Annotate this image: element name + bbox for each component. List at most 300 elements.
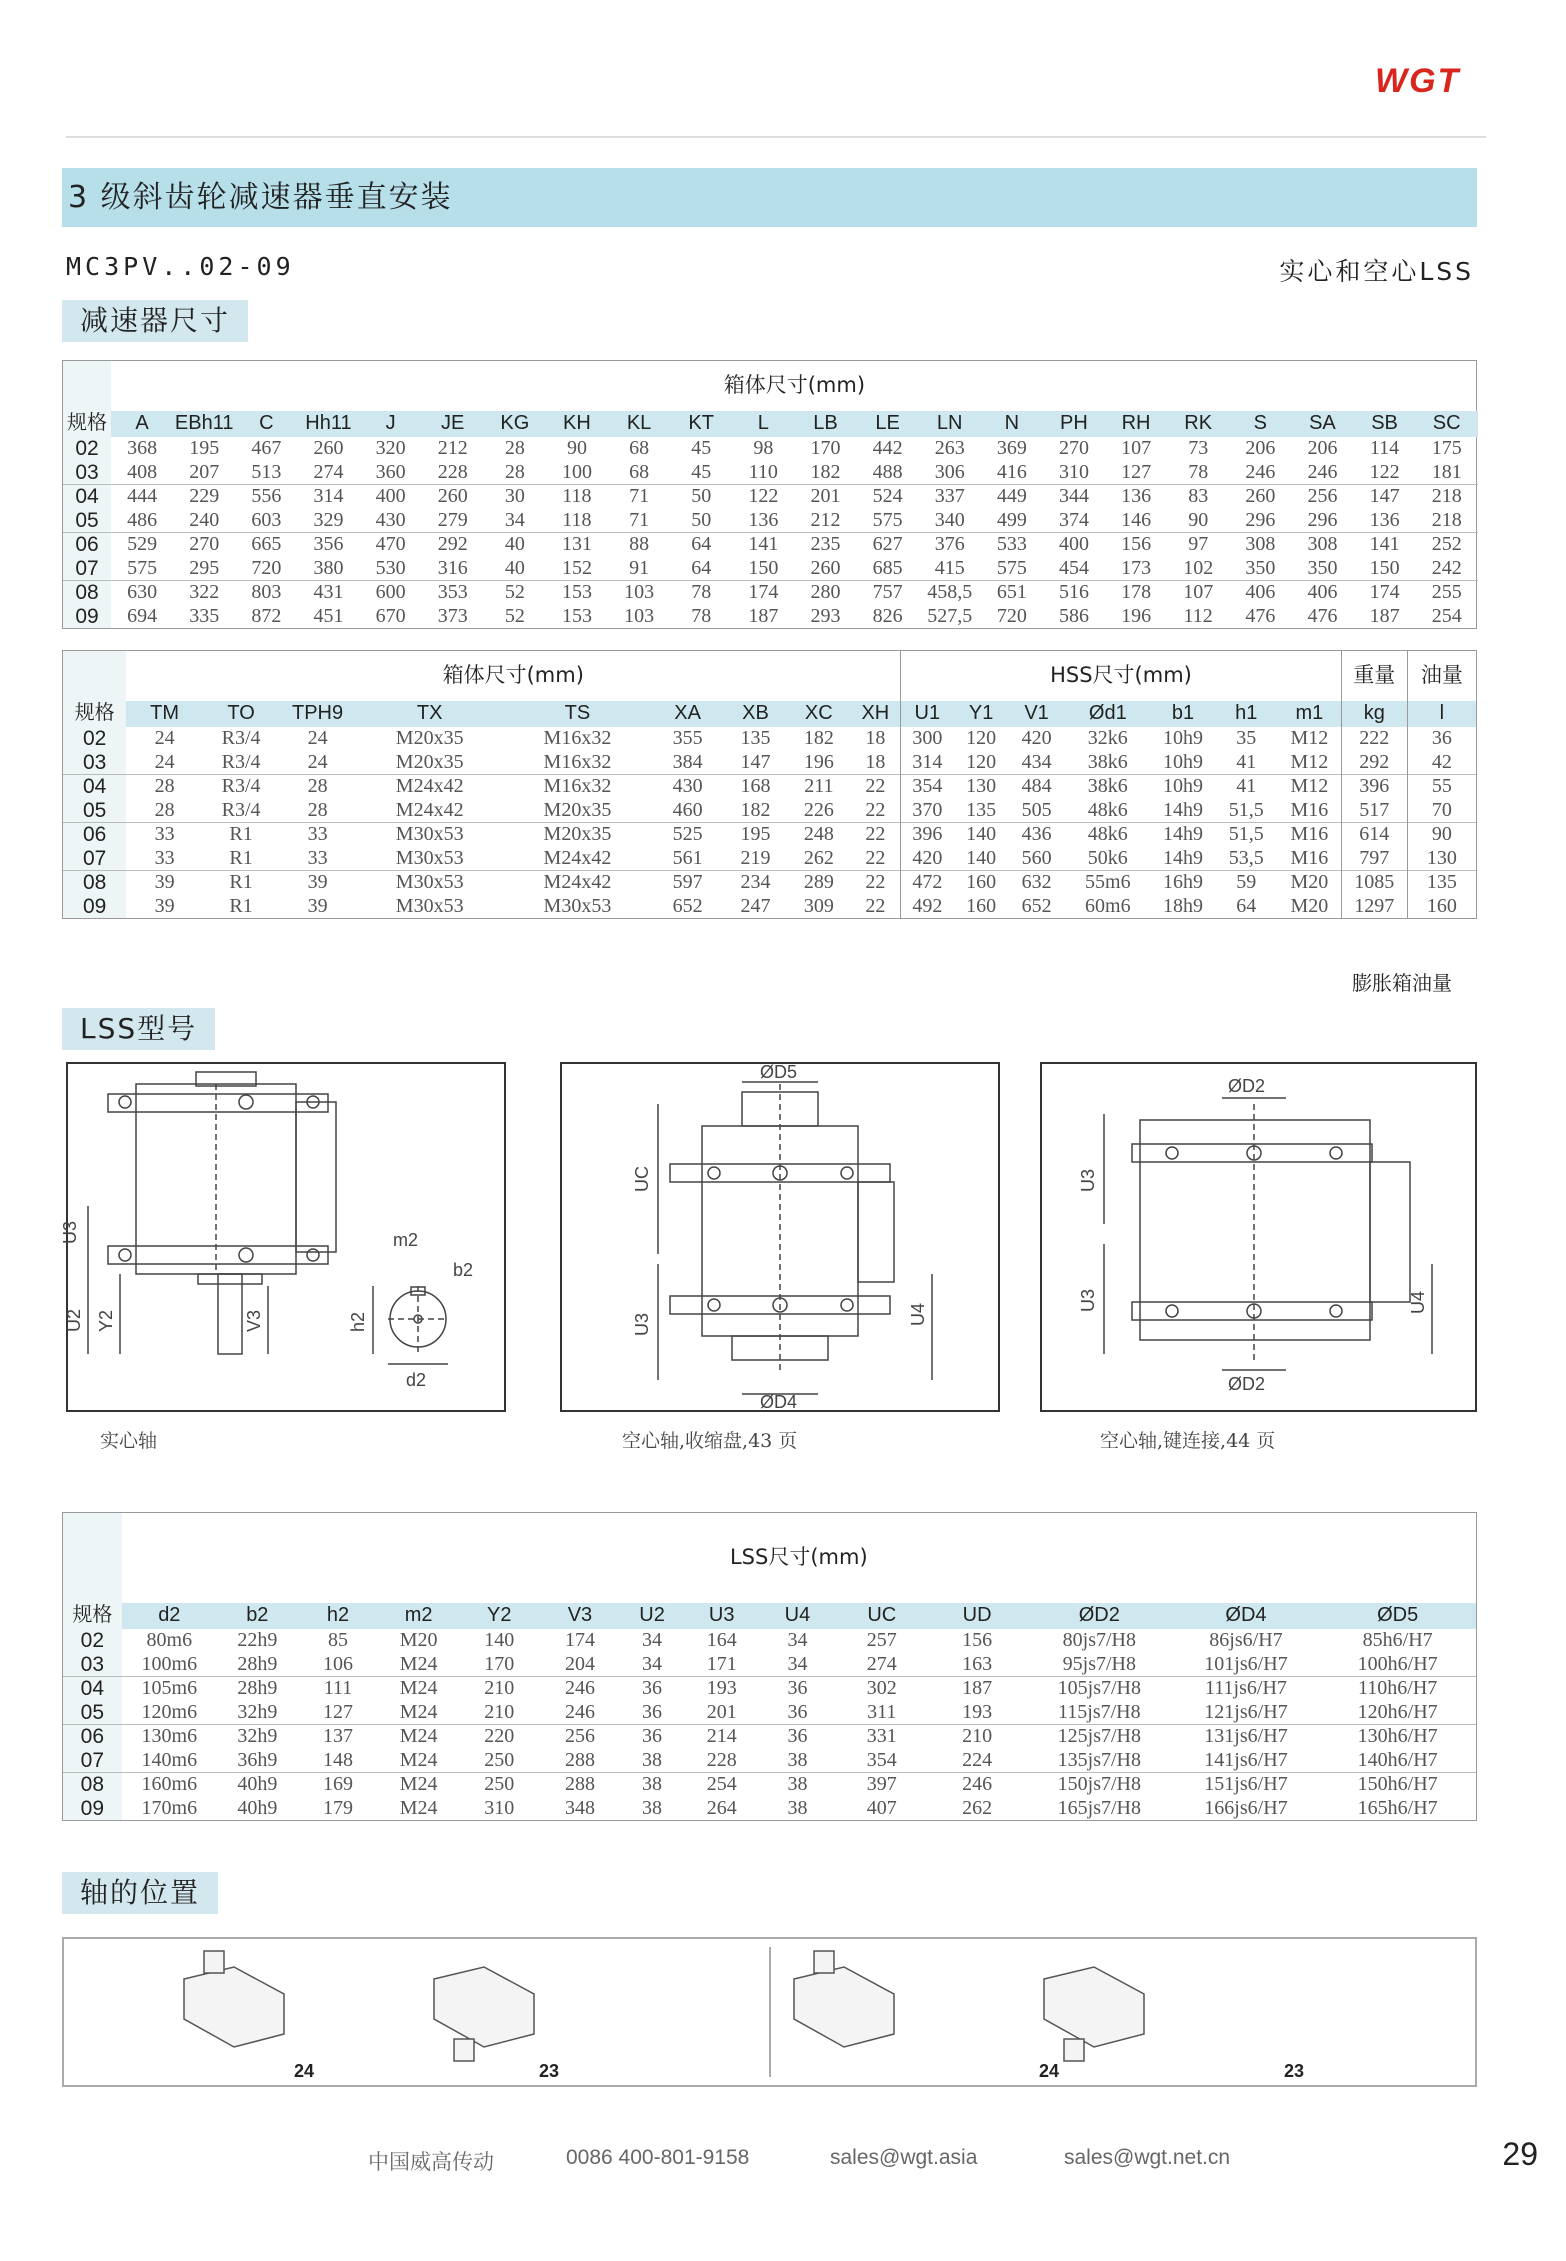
table-cell: 600 bbox=[360, 581, 422, 605]
table-cell: 694 bbox=[127, 604, 158, 627]
table-cell: 50k6 bbox=[1087, 846, 1128, 869]
caption-shrink-disc: 空心轴,收缩盘,43 页 bbox=[622, 1430, 798, 1452]
table-cell: M24 bbox=[399, 1796, 438, 1819]
table-row bbox=[63, 1629, 1476, 1653]
table-cell: 90 bbox=[1407, 823, 1476, 847]
table-cell: M20x35 bbox=[395, 750, 464, 773]
table-row bbox=[63, 509, 1478, 533]
table-cell: 204 bbox=[564, 1652, 595, 1675]
table-cell: 112 bbox=[1183, 604, 1213, 627]
table-cell: 803 bbox=[235, 581, 297, 605]
table-cell: 71 bbox=[629, 508, 650, 531]
table-cell: 516 bbox=[1043, 581, 1105, 605]
table-cell: 50 bbox=[691, 508, 712, 531]
table-cell: 135 bbox=[1407, 871, 1476, 895]
footer-email-2: sales@wgt.net.cn bbox=[1064, 2146, 1231, 2169]
table-cell: 120h6/H7 bbox=[1357, 1700, 1438, 1723]
table-cell: 42 bbox=[1407, 751, 1476, 775]
table-cell: M16x32 bbox=[543, 727, 612, 749]
table-cell: 131js6/H7 bbox=[1173, 1725, 1320, 1749]
table-cell: 45 bbox=[691, 460, 712, 483]
table-cell: 36 bbox=[760, 1677, 836, 1701]
table2-corner-blank bbox=[63, 651, 126, 701]
size-cell: 05 bbox=[63, 1701, 122, 1725]
size-cell: 05 bbox=[63, 509, 111, 533]
table-cell: 170m6 bbox=[141, 1796, 198, 1819]
table-cell: 41 bbox=[1215, 775, 1278, 799]
table-cell: M24 bbox=[399, 1652, 438, 1675]
table-cell: M12 bbox=[1278, 775, 1341, 799]
table-cell: 187 bbox=[1369, 604, 1400, 627]
table-cell: 826 bbox=[872, 604, 903, 627]
table-cell: R1 bbox=[229, 846, 253, 869]
table-cell: 627 bbox=[857, 533, 919, 557]
housing-dimensions-table bbox=[62, 360, 1477, 629]
size-cell: 09 bbox=[63, 605, 111, 629]
table-cell: 201 bbox=[706, 1700, 737, 1723]
table-cell: 651 bbox=[981, 581, 1043, 605]
table-cell: 254 bbox=[1431, 604, 1462, 627]
table-cell: 470 bbox=[360, 533, 422, 557]
table-cell: 360 bbox=[375, 460, 406, 483]
table-cell: 100 bbox=[561, 460, 592, 483]
table-cell: 71 bbox=[608, 485, 670, 509]
table-cell: 18 bbox=[865, 727, 886, 749]
table1-col-header: LE bbox=[857, 411, 919, 437]
table-cell: 685 bbox=[872, 556, 903, 579]
table-cell: 296 bbox=[1307, 508, 1338, 531]
table-cell: 68 bbox=[629, 437, 650, 459]
table1-col-header: EBh11 bbox=[173, 411, 235, 437]
table-cell: M16 bbox=[1290, 798, 1329, 821]
table-cell: 40 bbox=[484, 533, 546, 557]
table-cell: 70 bbox=[1407, 799, 1476, 823]
lss-dimensions-table bbox=[62, 1512, 1477, 1821]
table-cell: 430 bbox=[651, 775, 724, 799]
section-shaft-position: 轴的位置 bbox=[62, 1872, 218, 1914]
table-cell: 246 bbox=[1307, 460, 1338, 483]
table-cell: 460 bbox=[672, 798, 703, 821]
label-u3: U3 bbox=[60, 1220, 80, 1244]
size-cell: 04 bbox=[63, 485, 111, 509]
table-cell: 311 bbox=[867, 1700, 897, 1723]
size-cell: 06 bbox=[63, 1725, 122, 1749]
table-cell: 246 bbox=[928, 1773, 1026, 1797]
table-cell: 28 bbox=[126, 775, 203, 799]
section-lss: LSS型号 bbox=[62, 1008, 215, 1050]
table-cell: 121js6/H7 bbox=[1204, 1700, 1288, 1723]
table-cell: M12 bbox=[1290, 750, 1329, 773]
table-cell: 90 bbox=[1188, 508, 1209, 531]
table-cell: 95js7/H8 bbox=[1062, 1652, 1136, 1675]
table-cell: 136 bbox=[1105, 485, 1167, 509]
table2-title-weight: 重量 bbox=[1341, 651, 1407, 701]
shaft-position-icon bbox=[1044, 1967, 1144, 2061]
table-row bbox=[63, 895, 1476, 919]
table-cell: M20 bbox=[1278, 871, 1341, 895]
table-cell: 33 bbox=[279, 823, 356, 847]
table-cell: 165h6/H7 bbox=[1357, 1796, 1438, 1819]
table-cell: 34 bbox=[642, 1652, 663, 1675]
size-cell: 03 bbox=[63, 751, 126, 775]
table1-col-header: Hh11 bbox=[297, 411, 359, 437]
table-cell: 160 bbox=[1407, 895, 1476, 919]
table-cell: 586 bbox=[1058, 604, 1089, 627]
table-cell: 36 bbox=[1407, 727, 1476, 751]
table-cell: 530 bbox=[375, 556, 406, 579]
size-cell: 04 bbox=[63, 1677, 122, 1701]
table-cell: 78 bbox=[1188, 460, 1209, 483]
table-cell: 86js6/H7 bbox=[1209, 1629, 1283, 1651]
table1-col-header: SA bbox=[1291, 411, 1353, 437]
table1-col-header: KG bbox=[484, 411, 546, 437]
table-row bbox=[63, 799, 1476, 823]
table-cell: 122 bbox=[1369, 460, 1400, 483]
table-row bbox=[63, 533, 1478, 557]
table-cell: M20 bbox=[399, 1629, 438, 1651]
table-cell: 55m6 bbox=[1064, 871, 1151, 895]
table-cell: 335 bbox=[189, 604, 220, 627]
table-cell: 22 bbox=[865, 846, 886, 869]
table-cell: 125js7/H8 bbox=[1026, 1725, 1173, 1749]
table-cell: 260 bbox=[810, 556, 841, 579]
table-cell: 246 bbox=[540, 1677, 621, 1701]
table-cell: 111js6/H7 bbox=[1173, 1677, 1320, 1701]
table-cell: 270 bbox=[1058, 437, 1089, 459]
table-row bbox=[63, 605, 1478, 629]
table-cell: 575 bbox=[872, 508, 903, 531]
table-cell: 222 bbox=[1341, 727, 1407, 751]
table3-size-header: 规格 bbox=[63, 1603, 122, 1629]
table-row bbox=[63, 727, 1476, 751]
table-cell: 575 bbox=[996, 556, 1027, 579]
table-cell: 59 bbox=[1215, 871, 1278, 895]
table-cell: 370 bbox=[901, 799, 954, 823]
table-cell: 22 bbox=[865, 894, 886, 917]
table-cell: 24 bbox=[154, 727, 175, 749]
table1-col-header: S bbox=[1229, 411, 1291, 437]
table-cell: 171 bbox=[706, 1652, 737, 1675]
table-cell: M30x53 bbox=[395, 894, 464, 917]
table-cell: 872 bbox=[251, 604, 282, 627]
brand-logo: WGT bbox=[1375, 62, 1461, 100]
table-cell: R3/4 bbox=[221, 798, 261, 821]
table-cell: 28 bbox=[279, 775, 356, 799]
table-cell: 295 bbox=[189, 556, 220, 579]
table-cell: 499 bbox=[996, 508, 1027, 531]
table-cell: 288 bbox=[540, 1773, 621, 1797]
table-cell: 115js7/H8 bbox=[1058, 1700, 1141, 1723]
label-u3: U3 bbox=[632, 1312, 652, 1336]
table1-corner-blank bbox=[63, 361, 111, 411]
label-d2: d2 bbox=[406, 1370, 427, 1390]
table-cell: 165js7/H8 bbox=[1057, 1796, 1141, 1819]
table-cell: 368 bbox=[127, 437, 158, 459]
table-cell: 39 bbox=[307, 894, 328, 917]
table-cell: 248 bbox=[787, 823, 850, 847]
table-cell: 100h6/H7 bbox=[1357, 1652, 1438, 1675]
table-cell: 373 bbox=[437, 604, 468, 627]
table-cell: 28 bbox=[154, 798, 175, 821]
table-cell: 350 bbox=[1307, 556, 1338, 579]
table-cell: 476 bbox=[1307, 604, 1338, 627]
table-cell: 160 bbox=[953, 871, 1008, 895]
table-cell: 85h6/H7 bbox=[1362, 1629, 1433, 1651]
table-cell: 64 bbox=[691, 556, 712, 579]
table-cell: 127 bbox=[1121, 460, 1152, 483]
table-cell: 48k6 bbox=[1064, 823, 1151, 847]
shaft-position-icon bbox=[434, 1967, 534, 2061]
table-cell: R1 bbox=[229, 894, 253, 917]
table-cell: 100m6 bbox=[141, 1652, 198, 1675]
table-cell: 33 bbox=[126, 823, 203, 847]
table-cell: 212 bbox=[437, 437, 468, 459]
table1-col-header: KH bbox=[546, 411, 608, 437]
table-cell: 260 bbox=[313, 437, 344, 459]
table-cell: 201 bbox=[794, 485, 856, 509]
table-cell: 40h9 bbox=[217, 1773, 298, 1797]
table-cell: 353 bbox=[422, 581, 484, 605]
table-cell: 64 bbox=[670, 533, 732, 557]
table-cell: M30x53 bbox=[395, 846, 464, 869]
table-cell: 168 bbox=[724, 775, 787, 799]
table-cell: 556 bbox=[235, 485, 297, 509]
table-cell: 14h9 bbox=[1151, 823, 1214, 847]
table3-col-header: b2 bbox=[217, 1603, 298, 1629]
table-cell: 408 bbox=[127, 460, 158, 483]
table2-col-header: l bbox=[1407, 701, 1476, 727]
table-cell: 597 bbox=[651, 871, 724, 895]
table-cell: 51,5 bbox=[1215, 823, 1278, 847]
header-divider bbox=[66, 136, 1486, 138]
table-cell: 130 bbox=[1407, 847, 1476, 871]
size-cell: 07 bbox=[63, 1749, 122, 1773]
table2-title-oil: 油量 bbox=[1407, 651, 1476, 701]
table-cell: 212 bbox=[810, 508, 841, 531]
table-row bbox=[63, 847, 1476, 871]
label-d2-bottom: ØD2 bbox=[1228, 1374, 1266, 1394]
table-row bbox=[63, 557, 1478, 581]
table1-col-header: RH bbox=[1105, 411, 1167, 437]
table-cell: 141 bbox=[1354, 533, 1416, 557]
table-cell: 135 bbox=[740, 727, 771, 749]
table-cell: M24 bbox=[399, 1700, 438, 1723]
table-cell: 166js6/H7 bbox=[1204, 1796, 1288, 1819]
table-cell: 68 bbox=[629, 460, 650, 483]
table-cell: 160 bbox=[966, 894, 997, 917]
table-cell: 196 bbox=[803, 750, 834, 773]
table-cell: 28h9 bbox=[217, 1677, 298, 1701]
table-cell: 38k6 bbox=[1087, 750, 1128, 773]
table1-size-header: 规格 bbox=[63, 411, 111, 437]
table-cell: 160m6 bbox=[122, 1773, 217, 1797]
model-range: MC3PV..02-09 bbox=[66, 252, 295, 281]
table2-col-header: kg bbox=[1341, 701, 1407, 727]
table-cell: 467 bbox=[251, 437, 282, 459]
table-cell: 141js6/H7 bbox=[1204, 1748, 1288, 1771]
table-cell: 431 bbox=[297, 581, 359, 605]
table2-col-header: TM bbox=[126, 701, 203, 727]
table-cell: 156 bbox=[962, 1629, 993, 1651]
table-cell: 80m6 bbox=[146, 1629, 193, 1651]
shaft-position-icon bbox=[184, 1951, 284, 2047]
table-cell: R3/4 bbox=[203, 775, 280, 799]
table-cell: 354 bbox=[901, 775, 954, 799]
table-cell: 136 bbox=[1369, 508, 1400, 531]
table-cell: 118 bbox=[546, 485, 608, 509]
table-cell: 28 bbox=[504, 437, 525, 459]
table-cell: 196 bbox=[1121, 604, 1152, 627]
table-cell: 797 bbox=[1341, 847, 1407, 871]
table-cell: 22 bbox=[850, 775, 900, 799]
table-cell: 235 bbox=[794, 533, 856, 557]
table-cell: 228 bbox=[437, 460, 468, 483]
table-cell: 720 bbox=[996, 604, 1027, 627]
table-row bbox=[63, 1773, 1476, 1797]
shaft-position-icon bbox=[794, 1951, 894, 2047]
table3-title: LSS尺寸(mm) bbox=[729, 1545, 868, 1570]
table2-col-header: U1 bbox=[901, 701, 954, 727]
table-cell: 40h9 bbox=[237, 1796, 278, 1819]
table-cell: 174 bbox=[1354, 581, 1416, 605]
table-cell: 306 bbox=[934, 460, 965, 483]
table-cell: 354 bbox=[866, 1748, 897, 1771]
table-cell: 214 bbox=[684, 1725, 760, 1749]
table2-title-box: 箱体尺寸(mm) bbox=[442, 663, 584, 688]
table-cell: 451 bbox=[313, 604, 344, 627]
table-row bbox=[63, 775, 1476, 799]
table-cell: 207 bbox=[189, 460, 220, 483]
table1-col-header: KL bbox=[608, 411, 670, 437]
table-cell: 247 bbox=[740, 894, 771, 917]
table-cell: 22 bbox=[850, 871, 900, 895]
table-cell: 206 bbox=[1245, 437, 1276, 459]
table-cell: M16 bbox=[1278, 823, 1341, 847]
table1-col-header: PH bbox=[1043, 411, 1105, 437]
table-cell: 120 bbox=[966, 750, 997, 773]
table-cell: 153 bbox=[546, 581, 608, 605]
table-row bbox=[63, 437, 1478, 461]
shaft-type-label: 实心和空心LSS bbox=[1279, 257, 1474, 286]
table1-col-header: LN bbox=[919, 411, 981, 437]
table-cell: R1 bbox=[203, 871, 280, 895]
table-cell: 78 bbox=[670, 581, 732, 605]
table-cell: 101js6/H7 bbox=[1204, 1652, 1288, 1675]
table-cell: 211 bbox=[787, 775, 850, 799]
table-cell: 720 bbox=[251, 556, 282, 579]
table-cell: 406 bbox=[1291, 581, 1353, 605]
table2-col-header: XH bbox=[850, 701, 900, 727]
table-cell: 34 bbox=[642, 1629, 663, 1651]
table-cell: 45 bbox=[691, 437, 712, 459]
table-cell: M30x53 bbox=[356, 823, 504, 847]
table-cell: 52 bbox=[504, 604, 525, 627]
table-cell: 88 bbox=[608, 533, 670, 557]
table-cell: 260 bbox=[422, 485, 484, 509]
table-cell: 147 bbox=[1354, 485, 1416, 509]
table-cell: 210 bbox=[459, 1677, 540, 1701]
table-cell: 355 bbox=[672, 727, 703, 749]
table-cell: 38 bbox=[642, 1748, 663, 1771]
table-cell: 250 bbox=[484, 1748, 515, 1771]
table-cell: 150js7/H8 bbox=[1026, 1773, 1173, 1797]
table-cell: 256 bbox=[540, 1725, 621, 1749]
table-cell: 529 bbox=[111, 533, 173, 557]
table-cell: 1085 bbox=[1341, 871, 1407, 895]
table-cell: 38 bbox=[620, 1773, 684, 1797]
table-cell: 369 bbox=[996, 437, 1027, 459]
table-cell: 218 bbox=[1431, 508, 1462, 531]
table-cell: 308 bbox=[1229, 533, 1291, 557]
table-cell: 420 bbox=[901, 847, 954, 871]
table1-col-header: RK bbox=[1167, 411, 1229, 437]
table-cell: 331 bbox=[835, 1725, 928, 1749]
table-cell: 38 bbox=[642, 1796, 663, 1819]
table-cell: 560 bbox=[1021, 846, 1052, 869]
shaft-position-panel bbox=[62, 1937, 1477, 2087]
table-cell: 234 bbox=[724, 871, 787, 895]
table-cell: 603 bbox=[251, 508, 282, 531]
table1-col-header: L bbox=[732, 411, 794, 437]
diagram-solid-shaft bbox=[60, 1062, 506, 1412]
table-cell: R3/4 bbox=[221, 750, 261, 773]
table-cell: 38 bbox=[787, 1796, 808, 1819]
table-cell: 182 bbox=[810, 460, 841, 483]
size-cell: 08 bbox=[63, 871, 126, 895]
table-cell: 652 bbox=[672, 894, 703, 917]
table-cell: 337 bbox=[919, 485, 981, 509]
table-cell: 270 bbox=[173, 533, 235, 557]
size-cell: 06 bbox=[63, 823, 126, 847]
table-cell: 484 bbox=[1009, 775, 1064, 799]
table-cell: 274 bbox=[866, 1652, 897, 1675]
table-cell: 376 bbox=[919, 533, 981, 557]
table-cell: 486 bbox=[127, 508, 158, 531]
label-h2: h2 bbox=[348, 1311, 368, 1332]
table-cell: 254 bbox=[684, 1773, 760, 1797]
table-cell: 178 bbox=[1105, 581, 1167, 605]
table-cell: 322 bbox=[173, 581, 235, 605]
table-cell: 181 bbox=[1431, 460, 1462, 483]
table-cell: 83 bbox=[1167, 485, 1229, 509]
table-cell: 396 bbox=[901, 823, 954, 847]
table-cell: M20x35 bbox=[395, 727, 464, 749]
table-cell: 630 bbox=[111, 581, 173, 605]
table-cell: 396 bbox=[1341, 775, 1407, 799]
table-row bbox=[63, 871, 1476, 895]
table-cell: M24 bbox=[378, 1725, 459, 1749]
position-23-a: 23 bbox=[539, 2061, 560, 2081]
footer-company: 中国威高传动 bbox=[368, 2151, 494, 2174]
table-cell: 397 bbox=[835, 1773, 928, 1797]
table-cell: 458,5 bbox=[919, 581, 981, 605]
table-cell: 292 bbox=[1341, 751, 1407, 775]
table-cell: 174 bbox=[732, 581, 794, 605]
table-cell: 263 bbox=[934, 437, 965, 459]
caption-solid-shaft: 实心轴 bbox=[100, 1430, 158, 1452]
table-cell: 218 bbox=[1416, 485, 1478, 509]
table-cell: 374 bbox=[1058, 508, 1089, 531]
table-cell: 14h9 bbox=[1162, 846, 1203, 869]
table-cell: 320 bbox=[375, 437, 406, 459]
table-row bbox=[63, 485, 1478, 509]
table-cell: M16x32 bbox=[504, 775, 652, 799]
table-cell: 14h9 bbox=[1162, 798, 1203, 821]
table-cell: 442 bbox=[872, 437, 903, 459]
table-cell: 517 bbox=[1341, 799, 1407, 823]
table3-col-header: U3 bbox=[684, 1603, 760, 1629]
table3-col-header: UC bbox=[835, 1603, 928, 1629]
